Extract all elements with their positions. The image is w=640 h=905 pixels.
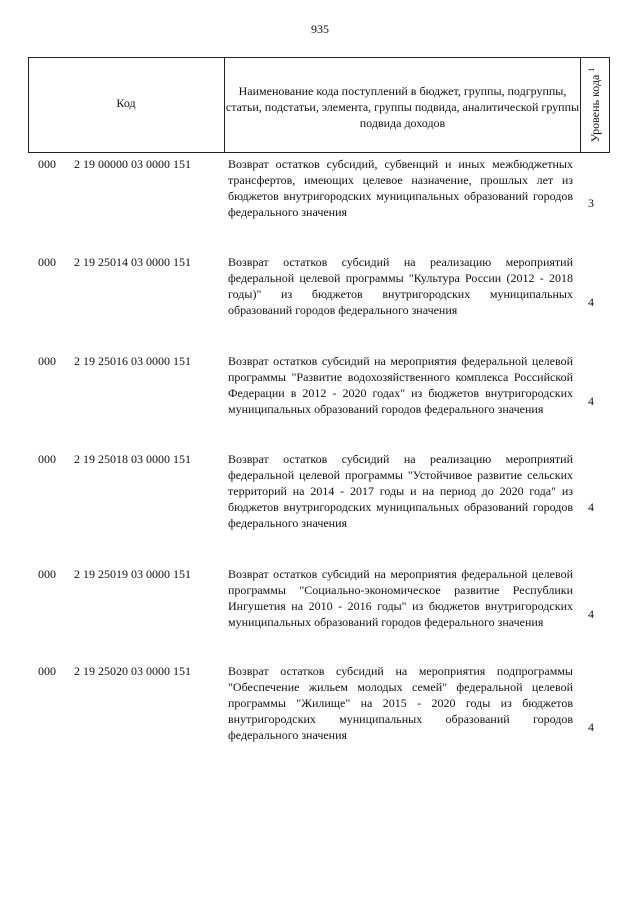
page-number: 935 — [311, 22, 329, 36]
row-level: 3 — [588, 196, 594, 210]
header-name: Наименование кода поступлений в бюджет, группы, подгруппы, статьи, подстатьи, элемента, группы подвида, аналитической группы подвида доходов — [225, 84, 580, 130]
table-row — [0, 353, 640, 451]
row-description: Возврат остатков субсидий на реализацию мероприятий федеральной целевой программы "Культура России (2012 - 2018 годы)" из бюджетов внутригородских муниципальных образований городов федерального значения — [228, 255, 573, 317]
row-prefix: 000 — [38, 157, 56, 171]
row-code: 2 19 25016 03 0000 151 — [74, 354, 191, 368]
table-row — [0, 254, 640, 353]
row-description: Возврат остатков субсидий на реализацию мероприятий федеральной целевой программы "Устойчивое развитие сельских территорий на 2014 - 2017 годы и на период до 2020 года" из бюджетов внутригородских муниципальных образований городов федерального значения — [228, 452, 573, 530]
row-prefix: 000 — [38, 567, 56, 581]
header-level — [581, 58, 609, 152]
header-level-text: Уровень кода — [588, 74, 602, 143]
row-prefix: 000 — [38, 664, 56, 678]
header-level-footnote: 1 — [587, 67, 596, 72]
row-description: Возврат остатков субсидий на мероприятия федеральной целевой программы "Развитие водохозяйственного комплекса Российской Федерации в 2012 - 2020 годах" из бюджетов внутригородских муниципальных образований городов федерального значения — [228, 354, 573, 416]
row-level: 4 — [588, 295, 594, 309]
row-level: 4 — [588, 394, 594, 408]
table-header — [28, 57, 610, 153]
row-code: 2 19 25020 03 0000 151 — [74, 664, 191, 678]
row-level: 4 — [588, 607, 594, 621]
row-description: Возврат остатков субсидий на мероприятия федеральной целевой программы "Социально-экономическое развитие Республики Ингушетия на 2010 - 2016 годы" из бюджетов внутригородских муниципальных образований городов федерального значения — [228, 567, 573, 629]
row-level: 4 — [588, 720, 594, 734]
table-row — [0, 156, 640, 254]
table-row — [0, 566, 640, 663]
row-prefix: 000 — [38, 354, 56, 368]
row-code: 2 19 00000 03 0000 151 — [74, 157, 191, 171]
table-row — [0, 451, 640, 566]
row-description: Возврат остатков субсидий на мероприятия подпрограммы "Обеспечение жильем молодых семей" федеральной целевой программы "Жилище" на 2015 - 2020 годы из бюджетов внутригородских муниципальных образований городов федерального значения — [228, 664, 573, 742]
row-description: Возврат остатков субсидий, субвенций и иных межбюджетных трансфертов, имеющих целевое назначение, прошлых лет из бюджетов внутригородских муниципальных образований городов федерального значения — [228, 157, 573, 219]
row-prefix: 000 — [38, 452, 56, 466]
header-code: Код — [116, 96, 136, 110]
row-code: 2 19 25019 03 0000 151 — [74, 567, 191, 581]
header-border-right — [609, 58, 610, 152]
row-prefix: 000 — [38, 255, 56, 269]
table-row — [0, 663, 640, 763]
table-body — [0, 156, 640, 763]
row-code: 2 19 25014 03 0000 151 — [74, 255, 191, 269]
row-level: 4 — [588, 500, 594, 514]
row-code: 2 19 25018 03 0000 151 — [74, 452, 191, 466]
header-level-label — [587, 68, 603, 143]
